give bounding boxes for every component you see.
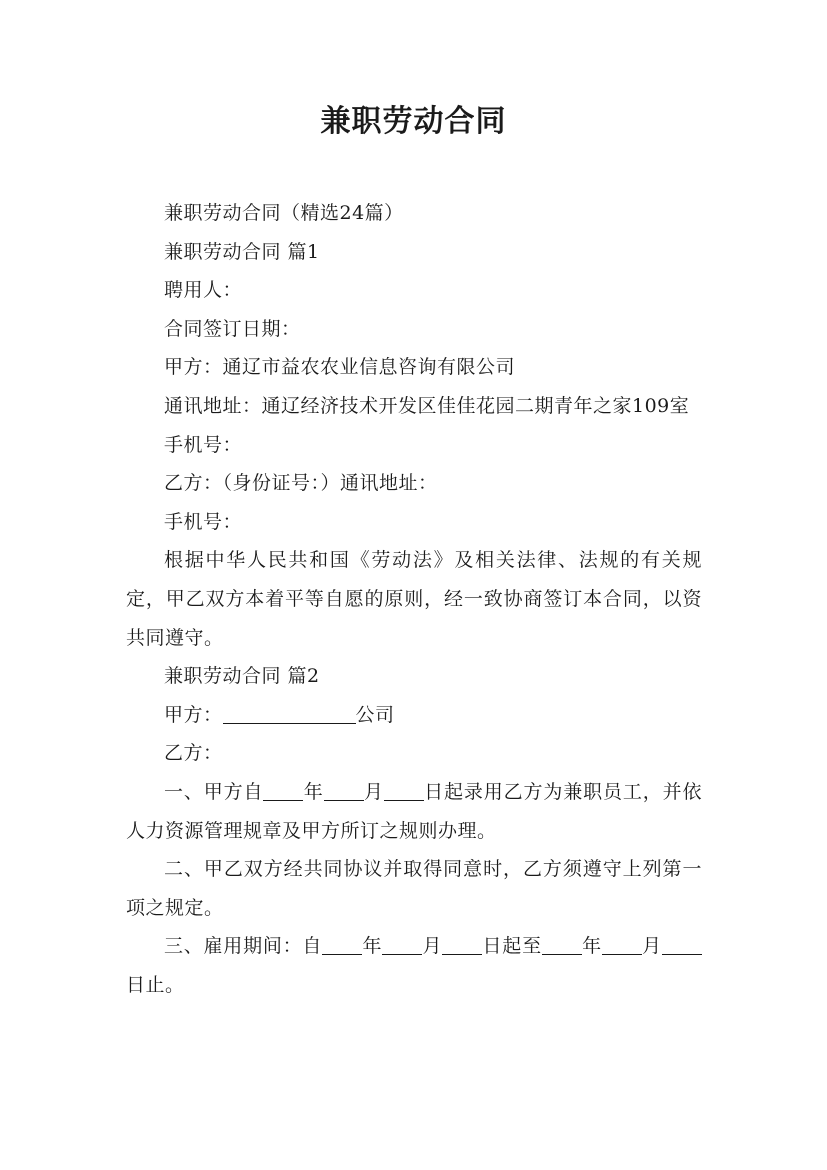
end-month-blank xyxy=(602,934,642,955)
paragraph-party-a: 甲方：通辽市益农农业信息咨询有限公司 xyxy=(164,356,516,379)
paragraph-clause-1 xyxy=(126,773,702,850)
end-year-blank xyxy=(542,934,582,955)
paragraph-phone-a: 手机号： xyxy=(164,433,243,456)
end-day-blank xyxy=(662,934,702,955)
clause-1-rest: 日起录用乙方为兼职员工，并依人力资源管理规章及甲方所订之规则办理。 xyxy=(126,780,702,842)
paragraph-party-b-label: 乙方： xyxy=(164,742,223,765)
paragraph-sign-date: 合同签订日期： xyxy=(164,317,301,340)
paragraph-preamble: 根据中华人民共和国《劳动法》及相关法律、法规的有关规定，甲乙双方本着平等自愿的原则，经一致协商签订本合同，以资共同遵守。 xyxy=(126,549,702,649)
paragraph-phone-b: 手机号： xyxy=(164,510,243,533)
party-a-label: 甲方： xyxy=(164,703,223,726)
year-blank xyxy=(263,780,303,801)
clause-3-month-2: 月 xyxy=(641,935,662,958)
party-a-suffix: 公司 xyxy=(355,703,395,726)
month-blank xyxy=(324,780,364,801)
clause-1-year: 年 xyxy=(303,780,324,803)
paragraph-clause-3 xyxy=(126,927,702,1004)
start-day-blank xyxy=(442,934,482,955)
start-month-blank xyxy=(382,934,422,955)
company-blank xyxy=(223,703,356,724)
start-year-blank xyxy=(322,934,362,955)
paragraph-subtitle: 兼职劳动合同（精选24篇） xyxy=(164,202,404,224)
clause-3-month-1: 月 xyxy=(422,935,443,958)
clause-3-end: 日止。 xyxy=(126,973,185,996)
clause-3-day-to: 日起至 xyxy=(482,935,542,958)
day-blank xyxy=(384,780,424,801)
paragraph-section-heading-1: 兼职劳动合同 篇1 xyxy=(164,240,320,263)
paragraph-employer: 聘用人： xyxy=(164,279,243,302)
paragraph-section-heading-2: 兼职劳动合同 篇2 xyxy=(164,665,320,688)
paragraph-address: 通讯地址：通辽经济技术开发区佳佳花园二期青年之家109室 xyxy=(164,394,690,417)
document-title: 兼职劳动合同 xyxy=(320,104,507,139)
clause-3-prefix: 三、雇用期间：自 xyxy=(164,935,323,958)
clause-3-year-2: 年 xyxy=(581,935,602,958)
document-body xyxy=(126,194,702,1004)
paragraph-party-a-company xyxy=(126,696,702,735)
clause-1-month: 月 xyxy=(363,780,384,803)
paragraph-party-b: 乙方：（身份证号：）通讯地址： xyxy=(164,472,438,495)
clause-1-prefix: 一、甲方自 xyxy=(164,780,264,803)
clause-3-year-1: 年 xyxy=(362,935,383,958)
paragraph-clause-2: 二、甲乙双方经共同协议并取得同意时，乙方须遵守上列第一项之规定。 xyxy=(126,858,702,919)
